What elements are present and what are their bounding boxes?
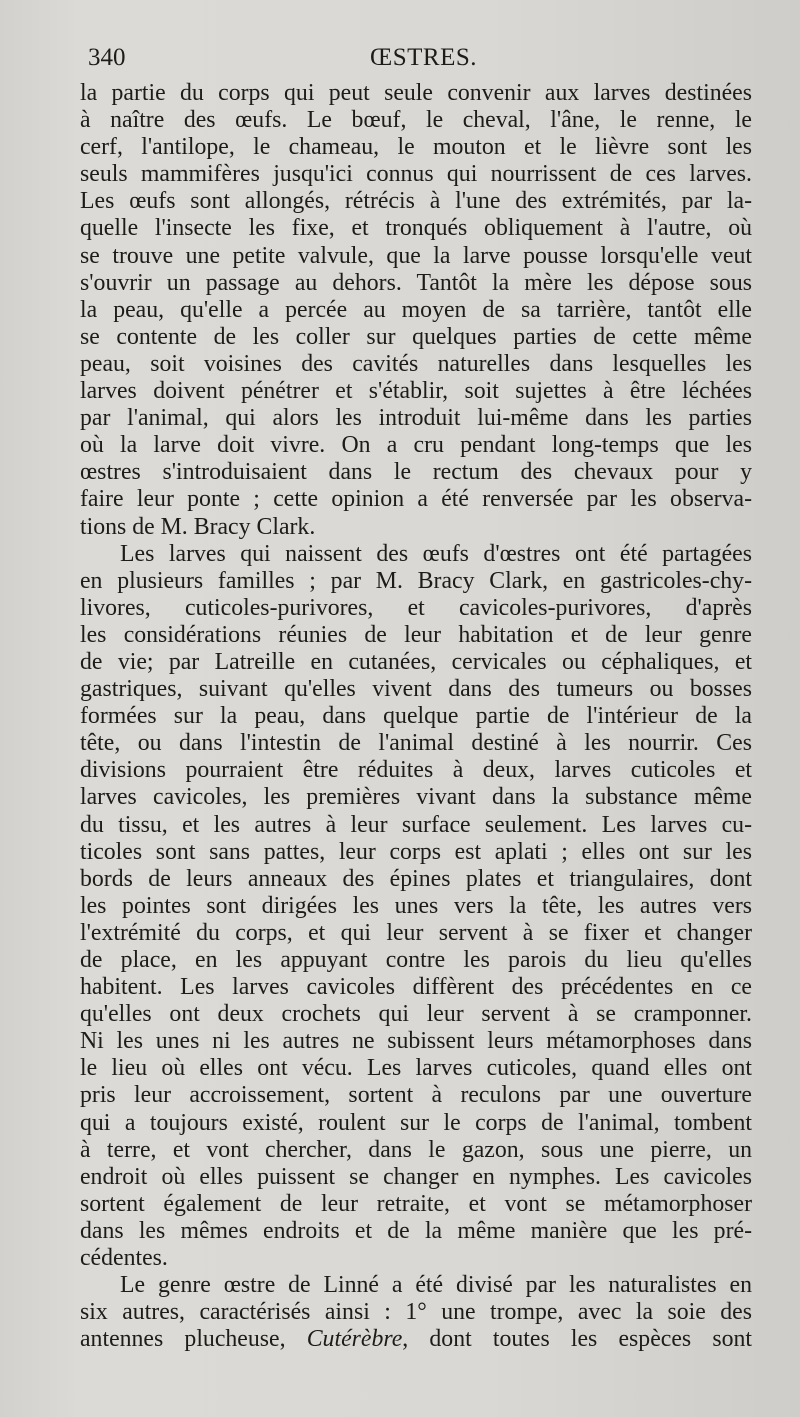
page-header — [88, 44, 748, 80]
text-line: cerf, l'antilope, le chameau, le mouton et le lièvre sont les — [80, 134, 752, 161]
text-line: à naître des œufs. Le bœuf, le cheval, l'âne, le renne, le — [80, 107, 752, 134]
paragraph-2 — [80, 541, 752, 1273]
text-line: l'extrémité du corps, et qui leur servent à se fixer et changer — [80, 919, 752, 946]
text-line: faire leur ponte ; cette opinion a été renversée par les observa- — [80, 486, 752, 513]
text-line: Les larves qui naissent des œufs d'œstres ont été partagées — [120, 540, 752, 567]
text-line: larves cavicoles, les premières vivant dans la substance même — [80, 784, 752, 811]
text-line: ticoles sont sans pattes, leur corps est aplati ; elles ont sur les — [80, 838, 752, 865]
text-line: seuls mammifères jusqu'ici connus qui nourrissent de ces larves. — [80, 161, 752, 188]
text-line: le lieu où elles ont vécu. Les larves cuticoles, quand elles ont — [80, 1055, 752, 1082]
text-line: quelle l'insecte les fixe, et tronqués obliquement à l'autre, où — [80, 215, 752, 242]
text-line: Ni les unes ni les autres ne subissent leurs métamorphoses dans — [80, 1028, 752, 1055]
text-line: sortent également de leur retraite, et vont se métamorphoser — [80, 1190, 752, 1217]
running-head: ŒSTRES. — [370, 44, 478, 71]
text-line: Les œufs sont allongés, rétrécis à l'une des extrémités, par la- — [80, 188, 752, 215]
text-line: de place, en les appuyant contre les parois du lieu qu'elles — [80, 947, 752, 973]
text-line: larves doivent pénétrer et s'établir, soit sujettes à être léchées — [80, 378, 752, 405]
page-body — [80, 80, 752, 1353]
text-line: qu'elles ont deux crochets qui leur servent à se cramponner. — [80, 1001, 752, 1028]
text-line: par l'animal, qui alors les introduit lui-même dans les parties — [80, 405, 752, 432]
text-line: se trouve une petite valvule, que la larve pousse lorsqu'elle veut — [80, 242, 752, 269]
text-line: de vie; par Latreille en cutanées, cervicales ou céphaliques, et — [80, 648, 752, 675]
paragraph-1 — [80, 80, 752, 541]
text-line: se contente de les coller sur quelques parties de cette même — [80, 323, 752, 350]
text-line: la peau, qu'elle a percée au moyen de sa tarrière, tantôt elle — [80, 296, 752, 323]
text-line: peau, soit voisines des cavités naturelles dans lesquelles les — [80, 350, 752, 377]
page-number: 340 — [88, 44, 126, 71]
text-line: tête, ou dans l'intestin de l'animal destiné à les nourrir. Ces — [80, 730, 752, 757]
text-line: dans les mêmes endroits et de la même manière que les pré- — [80, 1217, 752, 1244]
text-fragment: , dont toutes les espèces sont — [402, 1326, 752, 1353]
text-line: les pointes sont dirigées les unes vers la tête, les autres vers — [80, 892, 752, 919]
text-line: à terre, et vont chercher, dans le gazon, sous une pierre, un — [80, 1136, 752, 1163]
text-line: s'ouvrir un passage au dehors. Tantôt la mère les dépose sous — [80, 269, 752, 296]
text-line: endroit où elles puissent se changer en nymphes. Les cavicoles — [80, 1163, 752, 1190]
text-line: livores, cuticoles-purivores, et cavicoles-purivores, d'après — [80, 594, 752, 621]
text-line: en plusieurs familles ; par M. Bracy Clark, en gastricoles-chy- — [80, 567, 752, 594]
text-line: la partie du corps qui peut seule convenir aux larves destinées — [80, 80, 752, 106]
text-line: six autres, caractérisés ainsi : 1° une trompe, avec la soie des — [80, 1299, 752, 1326]
text-line: du tissu, et les autres à leur surface seulement. Les larves cu- — [80, 811, 752, 838]
text-line: gastriques, suivant qu'elles vivent dans des tumeurs ou bosses — [80, 676, 752, 703]
text-fragment: antennes plucheuse, — [80, 1326, 307, 1353]
text-line: les considérations réunies de leur habitation et de leur genre — [80, 621, 752, 648]
text-line: qui a toujours existé, roulent sur le corps de l'animal, tombent — [80, 1109, 752, 1136]
paragraph-3 — [80, 1272, 752, 1353]
text-line: divisions pourraient être réduites à deux, larves cuticoles et — [80, 757, 752, 784]
text-line: Le genre œstre de Linné a été divisé par les naturalistes en — [120, 1272, 752, 1299]
text-line: œstres s'introduisaient dans le rectum des chevaux pour y — [80, 459, 752, 486]
text-line: habitent. Les larves cavicoles diffèrent des précédentes en ce — [80, 974, 752, 1001]
genus-name: Cutérèbre — [306, 1326, 403, 1353]
text-line: où la larve doit vivre. On a cru pendant long-temps que les — [80, 432, 752, 459]
text-line: pris leur accroissement, sortent à reculons par une ouverture — [80, 1082, 752, 1109]
text-line: formées sur la peau, dans quelque partie de l'intérieur de la — [80, 703, 752, 730]
text-line-final — [80, 1326, 752, 1353]
text-line: tions de M. Bracy Clark. — [80, 513, 316, 540]
text-line: bords de leurs anneaux des épines plates et triangulaires, dont — [80, 865, 752, 892]
text-line: cédentes. — [80, 1245, 168, 1272]
